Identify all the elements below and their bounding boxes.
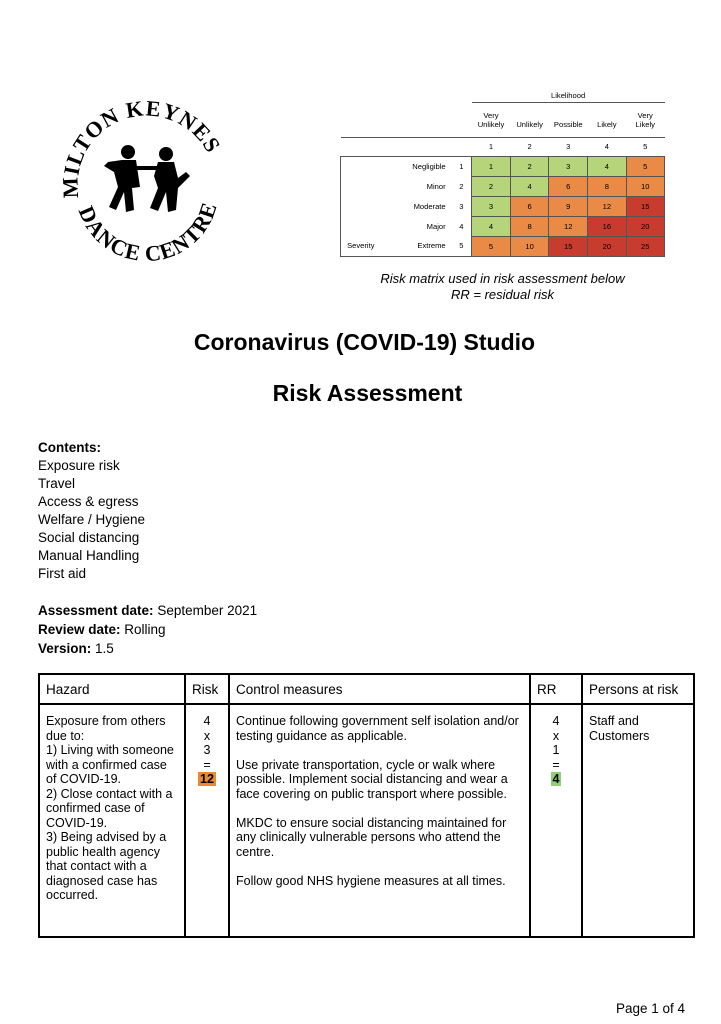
assessment-date: Assessment date: September 2021 [38,603,258,618]
contents-item: First aid [38,566,87,581]
row-num-3: 3 [459,201,464,211]
row-name-3: Moderate [413,201,446,211]
matrix-cell: 15 [626,196,664,216]
matrix-cell: 8 [588,176,626,196]
matrix-cell: 3 [549,156,588,176]
matrix-cell: 3 [472,196,511,216]
col-header-1: Very Unlikely [472,103,511,138]
matrix-cell: 9 [549,196,588,216]
header-persons: Persons at risk [582,674,694,704]
col-header-5: Very Likely [626,103,664,138]
svg-text:DANCE CENTRE: DANCE CENTRE [73,198,222,267]
matrix-cell: 12 [549,216,588,236]
row-num-4: 4 [459,221,464,231]
col-header-2: Unlikely [510,103,549,138]
matrix-cell: 5 [626,156,664,176]
matrix-cell: 16 [588,216,626,236]
matrix-cell: 8 [510,216,549,236]
col-header-4: Likely [588,103,626,138]
col-num-1: 1 [472,137,511,156]
table-row [39,704,694,937]
row-num-5: 5 [459,241,464,251]
header-hazard: Hazard [39,674,185,704]
matrix-cell: 1 [472,156,511,176]
row-num-1: 1 [459,161,464,171]
matrix-cell: 6 [510,196,549,216]
matrix-cell: 4 [588,156,626,176]
persons-cell [582,704,694,937]
assessment-meta [38,601,257,658]
row-name-1: Negligible [412,161,446,171]
matrix-cell: 10 [626,176,664,196]
col-num-5: 5 [626,137,664,156]
rr-cell: 4 x 1 = 4 [530,704,582,937]
review-date: Review date: Rolling [38,622,166,637]
matrix-cell: 10 [510,236,549,256]
header-control: Control measures [229,674,530,704]
matrix-cell: 4 [472,216,511,236]
page-number: Page 1 of 4 [615,1001,685,1016]
svg-text:MILTON KEYNES: MILTON KEYNES [58,95,226,199]
matrix-cell: 5 [472,236,511,256]
dance-centre-logo [58,92,233,267]
control-measure: MKDC to ensure social distancing maintained for any clinically vulnerable persons who attend the centre. [236,815,507,859]
risk-assessment-table [38,673,695,938]
contents-item: Manual Handling [38,548,140,563]
contents-item: Access & egress [38,494,139,509]
contents-list [38,439,145,583]
control-cell [229,704,530,937]
document-title: Coronavirus (COVID-19) Studio [193,329,536,355]
matrix-cell: 15 [549,236,588,256]
risk-matrix [340,88,665,257]
matrix-cell: 2 [472,176,511,196]
matrix-cell: 12 [588,196,626,216]
contents-item: Travel [38,476,76,491]
version: Version: 1.5 [38,641,114,656]
matrix-cell: 2 [510,156,549,176]
col-num-2: 2 [510,137,549,156]
hazard-text: Exposure from others due to: 1) Living with someone with a confirmed case of COVID-19. 2) Close contact with a confirmed case of COVID-19. 3) Being advised by a public health agency that contact with a diagnosed case has occurred. [46,714,174,902]
risk-score: 12 [200,772,214,786]
control-measure: Follow good NHS hygiene measures at all times. [236,873,506,888]
col-header-3: Possible [549,103,588,138]
row-name-2: Minor [426,181,446,191]
persons-text: Staff and Customers [589,714,650,743]
contents-heading: Contents: [38,440,101,455]
row-num-2: 2 [459,181,464,191]
document-subtitle: Risk Assessment [272,380,463,406]
col-num-3: 3 [549,137,588,156]
severity-label: Severity [341,236,381,256]
header-risk: Risk [185,674,229,704]
residual-risk-score: 4 [552,772,560,786]
contents-item: Social distancing [38,530,140,545]
contents-item: Exposure risk [38,458,120,473]
control-measure: Continue following government self isolation and/or testing guidance as applicable. [236,714,519,743]
contents-item: Welfare / Hygiene [38,512,146,527]
matrix-caption: Risk matrix used in risk assessment below RR = residual risk [380,271,625,302]
matrix-cell: 4 [510,176,549,196]
row-name-5: Extreme [417,241,446,251]
header-rr: RR [530,674,582,704]
risk-cell: 4 x 3 = 12 [185,704,229,937]
matrix-cell: 20 [588,236,626,256]
matrix-cell: 25 [626,236,664,256]
col-num-4: 4 [588,137,626,156]
likelihood-label: Likelihood [472,88,665,103]
row-name-4: Major [426,221,446,231]
matrix-cell: 6 [549,176,588,196]
matrix-cell: 20 [626,216,664,236]
hazard-cell [39,704,185,937]
control-measure: Use private transportation, cycle or walk where possible. Implement social distancing and wear a face covering on public transport where possible. [236,757,508,801]
